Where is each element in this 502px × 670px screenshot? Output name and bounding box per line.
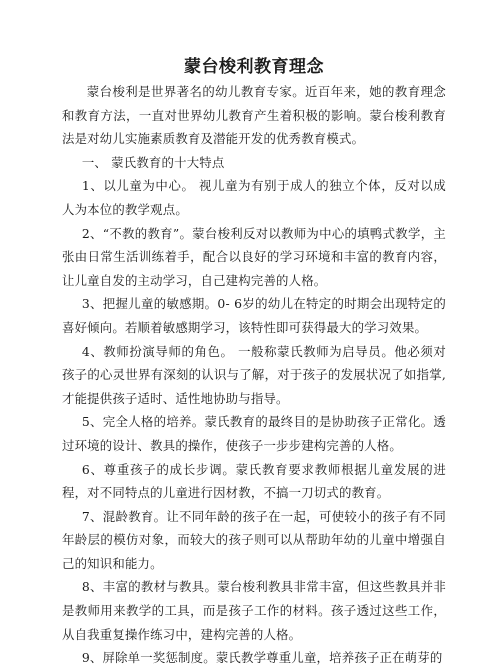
document-title: 蒙台梭利教育理念 [184, 57, 324, 77]
feature-item-2: 2、“不教的教育”。蒙台梭利反对以教师为中心的填鸭式教学，主张由日常生活训练着手，配合以良好的学习环境和丰富的教育内容，让儿童自发的主动学习，自己建构完善的人格。 [62, 225, 446, 288]
feature-item-5: 5、完全人格的培养。蒙氏教育的最终目的是协助孩子正常化。透过环境的设计、教具的操作，使孩子一步步建构完善的人格。 [62, 414, 446, 453]
feature-item-9: 9、屏除单一奖惩制度。蒙氏教学尊重儿童，培养孩子正在萌芽的 [81, 650, 443, 666]
feature-item-4: 4、教师扮演导师的角色。 一般称蒙氏教师为启导员。他必须对孩子的心灵世界有深刻的认识与了解，对于孩子的发展状况了如指掌,才能提供孩子适时、适性地协助与指导。 [62, 343, 446, 406]
section-heading: 一、 蒙氏教育的十大特点 [81, 154, 225, 170]
intro-paragraph: 蒙台梭利是世界著名的幼儿教育专家。近百年来，她的教育理念和教育方法，一直对世界幼儿教育产生着积极的影响。蒙台梭利教育法是对幼儿实施素质教育及潜能开发的优秀教育模式。 [62, 84, 446, 147]
feature-item-6: 6、尊重孩子的成长步调。蒙氏教育要求教师根据儿童发展的进程，对不同特点的儿童进行因材教，不搞一刀切式的教育。 [62, 461, 446, 501]
feature-item-8: 8、丰富的教材与教具。蒙台梭利教具非常丰富，但这些教具并非是教师用来教学的工具，而是孩子工作的材料。孩子透过这些工作，从自我重复操作练习中，建构完善的人格。 [62, 579, 446, 642]
feature-item-7: 7、混龄教育。让不同年龄的孩子在一起，可使较小的孩子有不同年龄层的模仿对象，而较大的孩子则可以从帮助年幼的儿童中增强自己的知识和能力。 [62, 508, 446, 571]
feature-item-1: 1、以儿童为中心。 视儿童为有别于成人的独立个体，反对以成人为本位的教学观点。 [62, 178, 446, 217]
feature-item-3: 3、把握儿童的敏感期。0- 6岁的幼儿在特定的时期会出现特定的喜好倾向。若顺着敏感期学习，该特性即可获得最大的学习效果。 [62, 296, 446, 335]
